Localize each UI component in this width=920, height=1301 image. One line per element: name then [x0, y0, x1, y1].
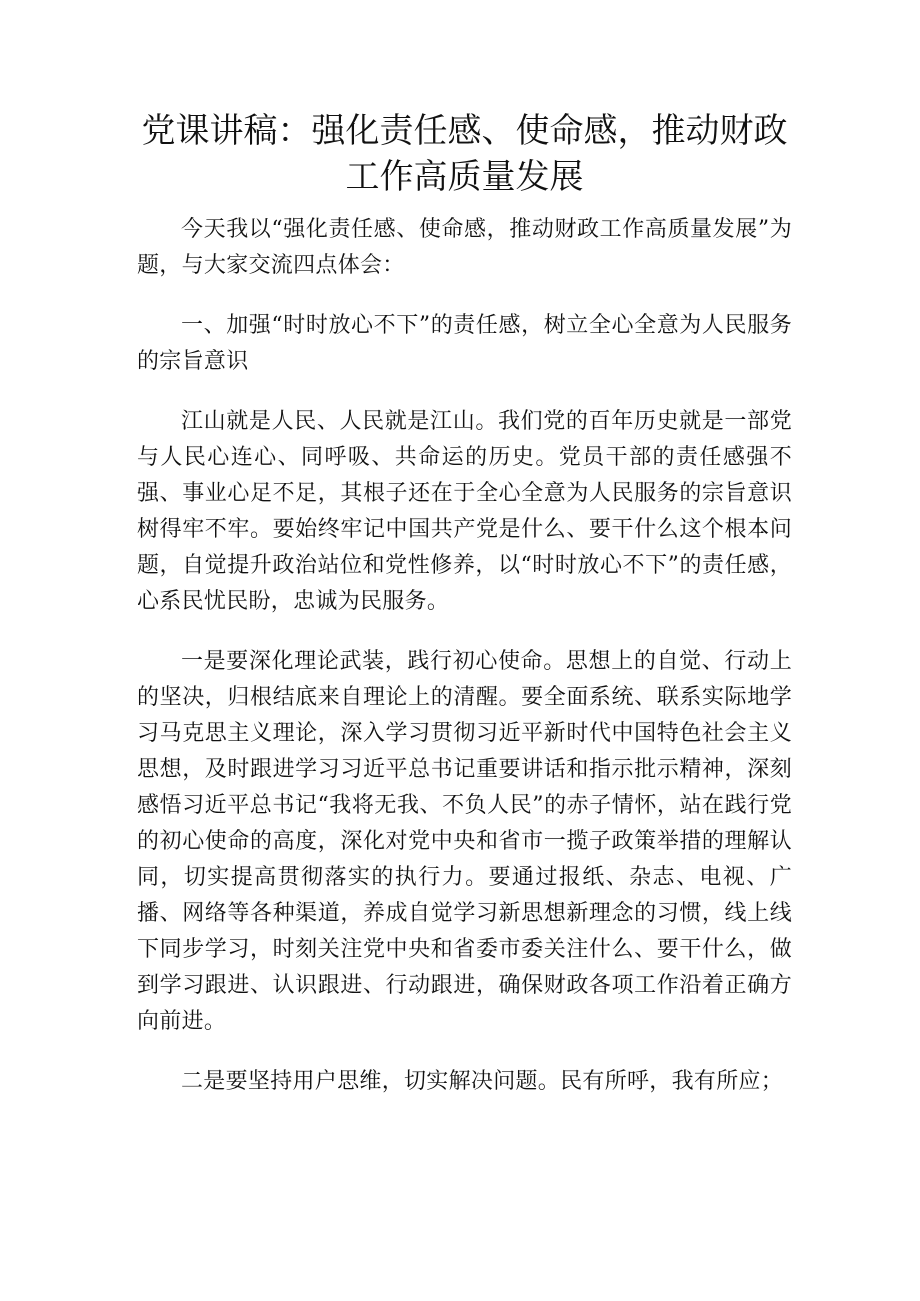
body-paragraph-3: 二是要坚持用户思维，切实解决问题。民有所呼，我有所应； [181, 1069, 784, 1094]
section-heading-1: 一、加强“时时放心不下”的责任感，树立全心全意为人民服务的宗旨意识 [137, 313, 792, 374]
body-paragraph-2: 一是要深化理论武装，践行初心使命。思想上的自觉、行动上的坚决，归根结底来自理论上的清醒。要全面系统、联系实际地学习马克思主义理论，深入学习贯彻习近平新时代中国特色社会主义思想，及时跟进学习习近平总书记重要讲话和指示批示精神，深刻感悟习近平总书记“我将无我、不负人民”的赤子情怀，站在践行党的初心使命的高度，深化对党中央和省市一揽子政策举措的理解认同，切实提高贯彻落实的执行力。要通过报纸、杂志、电视、广播、网络等各种渠道，养成自觉学习新思想新理念的习惯，线上线下同步学习，时刻关注党中央和省委市委关注什么、要干什么，做到学习跟进、认识跟进、行动跟进，确保财政各项工作沿着正确方向前进。 [137, 649, 792, 1034]
document-title: 党课讲稿：强化责任感、使命感，推动财政工作高质量发展 [141, 111, 788, 197]
body-paragraph-1: 江山就是人民、人民就是江山。我们党的百年历史就是一部党与人民心连心、同呼吸、共命运的历史。党员干部的责任感强不强、事业心足不足，其根子还在于全心全意为人民服务的宗旨意识树得牢不牢。要始终牢记中国共产党是什么、要干什么这个根本问题，自觉提升政治站位和党性修养，以“时时放心不下”的责任感，心系民忧民盼，忠诚为民服务。 [137, 409, 792, 614]
intro-paragraph: 今天我以“强化责任感、使命感，推动财政工作高质量发展”为题，与大家交流四点体会： [137, 217, 792, 278]
